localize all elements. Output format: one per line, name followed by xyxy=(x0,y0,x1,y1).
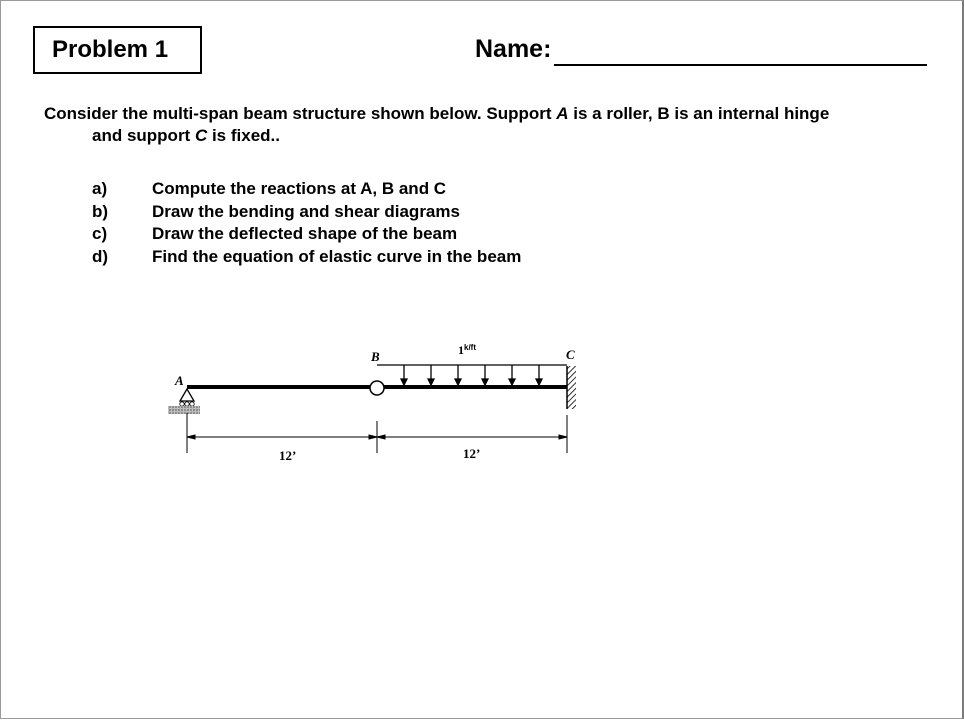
statement-support-a: A xyxy=(556,104,569,123)
statement-support-c: C xyxy=(194,126,208,145)
load-value: 1 xyxy=(458,343,464,357)
task-text: Draw the deflected shape of the beam xyxy=(152,224,458,244)
task-text: Compute the reactions at A, B and C xyxy=(152,179,447,198)
load-label xyxy=(458,343,476,357)
statement-text: and support xyxy=(92,126,195,145)
statement-text: is fixed.. xyxy=(207,126,280,145)
roller-triangle xyxy=(180,389,194,401)
span-1-length: 12’ xyxy=(279,448,297,463)
load-unit: k/ft xyxy=(464,343,476,352)
roller-wheel xyxy=(185,402,189,406)
name-label: Name: xyxy=(475,35,552,63)
roller-support-a xyxy=(168,389,200,414)
ground-hatch xyxy=(168,406,200,414)
load-arrow xyxy=(428,365,434,385)
load-arrow xyxy=(536,365,542,385)
label-b: B xyxy=(371,349,380,364)
fixed-support-c xyxy=(567,366,576,409)
load-arrow xyxy=(482,365,488,385)
problem-title: Problem 1 xyxy=(52,36,169,63)
roller-wheel xyxy=(180,402,184,406)
load-arrow xyxy=(455,365,461,385)
statement-text: Consider the multi-span beam structure shown below. Support xyxy=(44,104,557,123)
task-letter: b) xyxy=(92,201,109,221)
task-letter: a) xyxy=(92,179,108,198)
task-text: Find the equation of elastic curve in the beam xyxy=(152,246,522,266)
load-arrow xyxy=(401,365,407,385)
label-c: C xyxy=(566,347,575,362)
statement-text: is a roller, B is an internal hinge xyxy=(568,104,830,123)
task-text: Draw the bending and shear diagrams xyxy=(152,201,460,221)
task-letter: c) xyxy=(92,224,108,244)
roller-wheel xyxy=(190,402,194,406)
task-letter: d) xyxy=(92,246,109,266)
distributed-load xyxy=(377,365,567,385)
internal-hinge-b xyxy=(370,381,384,395)
load-arrow xyxy=(509,365,515,385)
span-2-length: 12’ xyxy=(463,446,481,461)
beam-diagram xyxy=(1,1,964,720)
dimension-lines xyxy=(187,413,567,453)
label-a: A xyxy=(175,373,184,388)
wall-hatch xyxy=(567,366,576,409)
